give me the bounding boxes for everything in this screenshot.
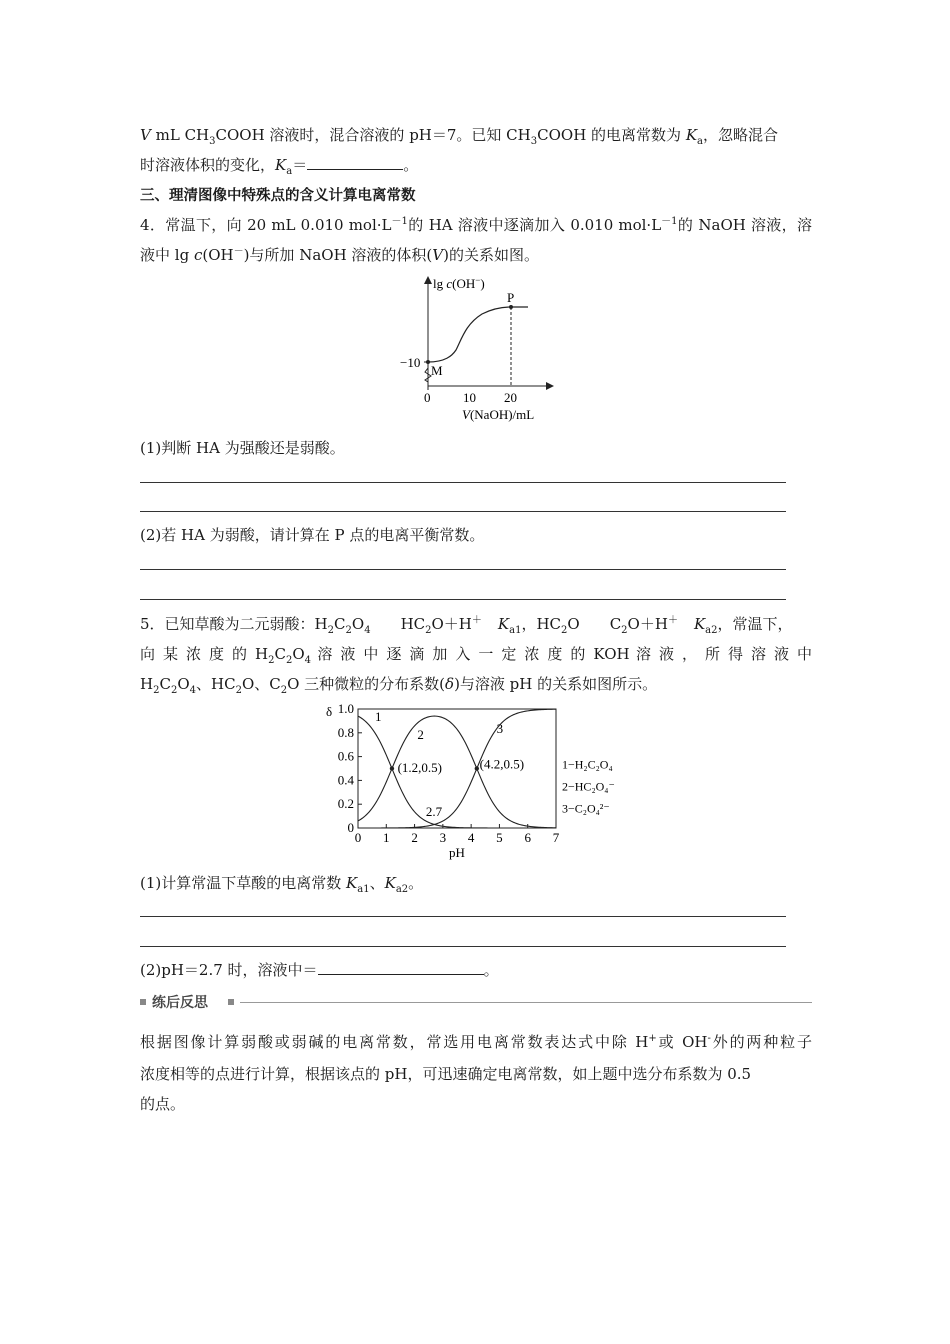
point-m-label: M — [431, 363, 443, 378]
x-tick-label: 2 — [411, 830, 418, 845]
text-frag: K — [346, 874, 358, 892]
question-5-line-3 — [140, 673, 812, 695]
annotation: (4.2,0.5) — [479, 756, 525, 772]
question-4-part-2: (2)若 HA 为弱酸，请计算在 P 点的电离平衡常数。 — [140, 526, 485, 544]
answer-line[interactable] — [140, 916, 786, 917]
curve-label: 2 — [417, 726, 424, 742]
subscript: 2 — [235, 685, 242, 696]
point-p-label: P — [507, 290, 515, 305]
text-frag: O 三种微粒的分布系数( — [287, 675, 446, 693]
text-frag: 液中 lg — [140, 246, 194, 264]
answer-blank[interactable] — [318, 960, 484, 975]
superscript: - — [707, 1033, 711, 1044]
text-frag: 根据图像计算弱酸或弱碱的电离常数，常选用电离常数表达式中除 H — [140, 1033, 649, 1051]
text-frag: C — [274, 645, 286, 663]
x-tick-label: 10 — [463, 390, 476, 405]
subscript: 4 — [304, 655, 312, 666]
text-frag: )与所加 NaOH 溶液的体积( — [243, 246, 433, 264]
question-5-part-1 — [140, 872, 812, 894]
text-frag: 或 OH — [656, 1033, 708, 1051]
text-frag: 、HC — [196, 675, 236, 693]
subscript: a1 — [509, 625, 522, 636]
text-frag: K — [693, 615, 706, 633]
text-line-2 — [140, 154, 812, 176]
question-5-line-1 — [140, 613, 812, 635]
superscript: + — [648, 1033, 657, 1044]
subscript: 2 — [327, 625, 335, 636]
reflection-line-3: 的点。 — [140, 1095, 186, 1113]
subscript: 4 — [189, 685, 197, 696]
x-tick-label: 0 — [354, 830, 362, 845]
subscript: 2 — [561, 625, 568, 636]
text-frag: C — [159, 675, 171, 693]
y-tick-label: −10 — [400, 355, 421, 370]
annotation: (1.2,0.5) — [397, 760, 443, 776]
legend-entry: 1−H₂C₂O₄ — [562, 757, 613, 772]
text-frag: O — [567, 615, 580, 633]
x-tick-label: 3 — [439, 830, 447, 845]
text-frag: 溶 液 中 逐 滴 加 入 一 定 浓 度 的 KOH 溶 液 ， 所 得 溶 液 中 — [311, 645, 812, 663]
text-frag: c — [193, 246, 203, 264]
text-frag: ，忽略混合 — [703, 126, 779, 144]
chart-lg-oh-vs-volume — [390, 272, 560, 424]
y-axis-label: lg c(OH−) — [433, 275, 485, 291]
subscript: 2 — [268, 655, 275, 666]
superscript: ＋ — [471, 615, 482, 626]
annotation: 2.7 — [425, 804, 443, 820]
x-tick-label: 6 — [524, 830, 531, 845]
y-tick-label: 0.2 — [337, 796, 354, 812]
text-frag: V — [140, 126, 151, 144]
y-tick-label: 0.8 — [337, 724, 354, 740]
text-frag: 向 某 浓 度 的 H — [140, 645, 269, 663]
x-axis-label: pH — [449, 845, 465, 860]
superscript: －1 — [661, 216, 678, 227]
x-tick-label: 4 — [467, 830, 475, 845]
x-tick-label: 20 — [504, 390, 517, 405]
square-icon — [228, 999, 234, 1005]
reflection-line-2: 浓度相等的点进行计算，根据该点的 pH，可迅速确定电离常数，如上题中选分布系数为 0.5 — [140, 1065, 752, 1083]
reflection-title: 练后反思 — [152, 995, 208, 1011]
question-4-line-2 — [140, 244, 812, 266]
subscript: a2 — [395, 884, 409, 895]
subscript: 3 — [209, 136, 216, 147]
legend-entry: 3−C₂O₄²⁻ — [562, 801, 610, 816]
answer-line[interactable] — [140, 482, 786, 483]
text-frag: 。 — [483, 961, 499, 979]
text-frag: O＋H — [627, 615, 668, 633]
question-4-line-1 — [140, 214, 812, 236]
text-frag: 的 NaOH 溶液，溶 — [677, 216, 812, 234]
subscript: 2 — [345, 625, 352, 636]
x-axis-label: V(NaOH)/mL — [462, 407, 535, 422]
y-tick-label: 0.6 — [337, 748, 354, 764]
x-tick-label: 5 — [496, 830, 503, 845]
superscript: ＋ — [667, 615, 678, 626]
curve-hc2o4 — [358, 716, 556, 828]
text-frag: O、C — [241, 675, 281, 693]
reflection-line-1 — [140, 1027, 812, 1057]
text-frag: O — [177, 675, 190, 693]
text-frag: )与溶液 pH 的关系如图所示。 — [454, 675, 658, 693]
text-frag: )的关系如图。 — [443, 246, 539, 264]
answer-blank[interactable] — [307, 155, 403, 170]
text-frag: HC — [400, 615, 426, 633]
answer-line[interactable] — [140, 946, 786, 947]
text-frag: H — [140, 675, 154, 693]
square-icon — [140, 999, 146, 1005]
subscript: 2 — [153, 685, 160, 696]
question-5-line-2 — [140, 643, 812, 665]
subscript: a — [286, 166, 293, 177]
y-tick-label: 0.4 — [337, 772, 354, 788]
text-frag: ，常温下， — [717, 615, 793, 633]
text-line-1 — [140, 124, 812, 146]
chart-distribution-vs-ph — [318, 700, 638, 865]
text-frag: 、 — [369, 874, 385, 892]
text-frag: δ — [445, 675, 455, 693]
x-tick-label: 1 — [383, 830, 390, 845]
y-tick-label: 0 — [347, 820, 354, 835]
text-frag: COOH 的电离常数为 — [537, 126, 686, 144]
subscript: 4 — [364, 625, 371, 636]
intersection-point — [390, 766, 394, 770]
subscript: 2 — [280, 685, 288, 696]
text-frag: 的 HA 溶液中逐滴加入 0.010 mol·L — [407, 216, 662, 234]
text-frag: 。 — [408, 874, 424, 892]
text-frag: V — [432, 246, 444, 264]
curve-lg-oh — [428, 307, 528, 362]
text-frag: K — [685, 126, 698, 144]
subscript: 2 — [285, 655, 293, 666]
text-frag: ，HC — [521, 615, 561, 633]
answer-line[interactable] — [140, 569, 786, 570]
question-4-part-1: (1)判断 HA 为强酸还是弱酸。 — [140, 439, 345, 457]
text-frag: 时溶液体积的变化， — [140, 156, 276, 174]
text-frag: O — [351, 615, 365, 633]
text-frag: 4．常温下，向 20 mL 0.010 mol·L — [140, 216, 392, 234]
text-frag: O＋H — [431, 615, 472, 633]
section-heading: 三、理清图像中特殊点的含义计算电离常数 — [140, 188, 416, 204]
text-frag: mL CH — [150, 126, 210, 144]
subscript: a — [697, 136, 704, 147]
answer-line[interactable] — [140, 511, 786, 512]
text-frag: C — [334, 615, 346, 633]
subscript: 3 — [530, 136, 538, 147]
answer-line[interactable] — [140, 599, 786, 600]
divider — [240, 1002, 812, 1003]
curve-label: 3 — [496, 720, 504, 736]
text-frag: K — [384, 874, 396, 892]
subscript: 2 — [425, 625, 432, 636]
legend-entry: 2−HC₂O₄⁻ — [562, 779, 615, 794]
text-frag: 外的两种粒子 — [710, 1033, 812, 1051]
text-frag: 5．已知草酸为二元弱酸：H — [140, 615, 328, 633]
text-frag: (1)计算常温下草酸的电离常数 — [140, 874, 347, 892]
curve-h2c2o4 — [358, 716, 556, 828]
subscript: 2 — [170, 685, 178, 696]
text-frag: (OH — [202, 246, 234, 264]
y-axis-label: δ — [326, 704, 333, 719]
text-frag: O — [292, 645, 305, 663]
text-frag: COOH 溶液时，混合溶液的 pH＝7。已知 CH — [215, 126, 531, 144]
superscript: － — [233, 246, 244, 257]
x-tick-label: 0 — [424, 390, 431, 405]
text-frag: K — [497, 615, 510, 633]
curve-c2o4 — [358, 709, 556, 828]
curve-label: 1 — [374, 708, 382, 724]
text-frag: C — [609, 615, 622, 633]
superscript: －1 — [391, 216, 408, 227]
subscript: a2 — [705, 625, 718, 636]
y-tick-label: 1.0 — [337, 701, 354, 716]
subscript: a1 — [357, 884, 370, 895]
point-p — [509, 305, 513, 309]
text-frag: (2)pH＝2.7 时，溶液中＝ — [140, 961, 318, 979]
text-frag: 。 — [403, 156, 419, 174]
question-5-part-2 — [140, 959, 812, 981]
plot-frame — [358, 709, 556, 828]
reflection-header — [140, 993, 812, 1015]
text-frag: K — [275, 156, 287, 174]
text-frag: ＝ — [292, 156, 308, 174]
intersection-point — [475, 766, 479, 770]
x-tick-label: 7 — [552, 830, 560, 845]
subscript: 2 — [621, 625, 628, 636]
